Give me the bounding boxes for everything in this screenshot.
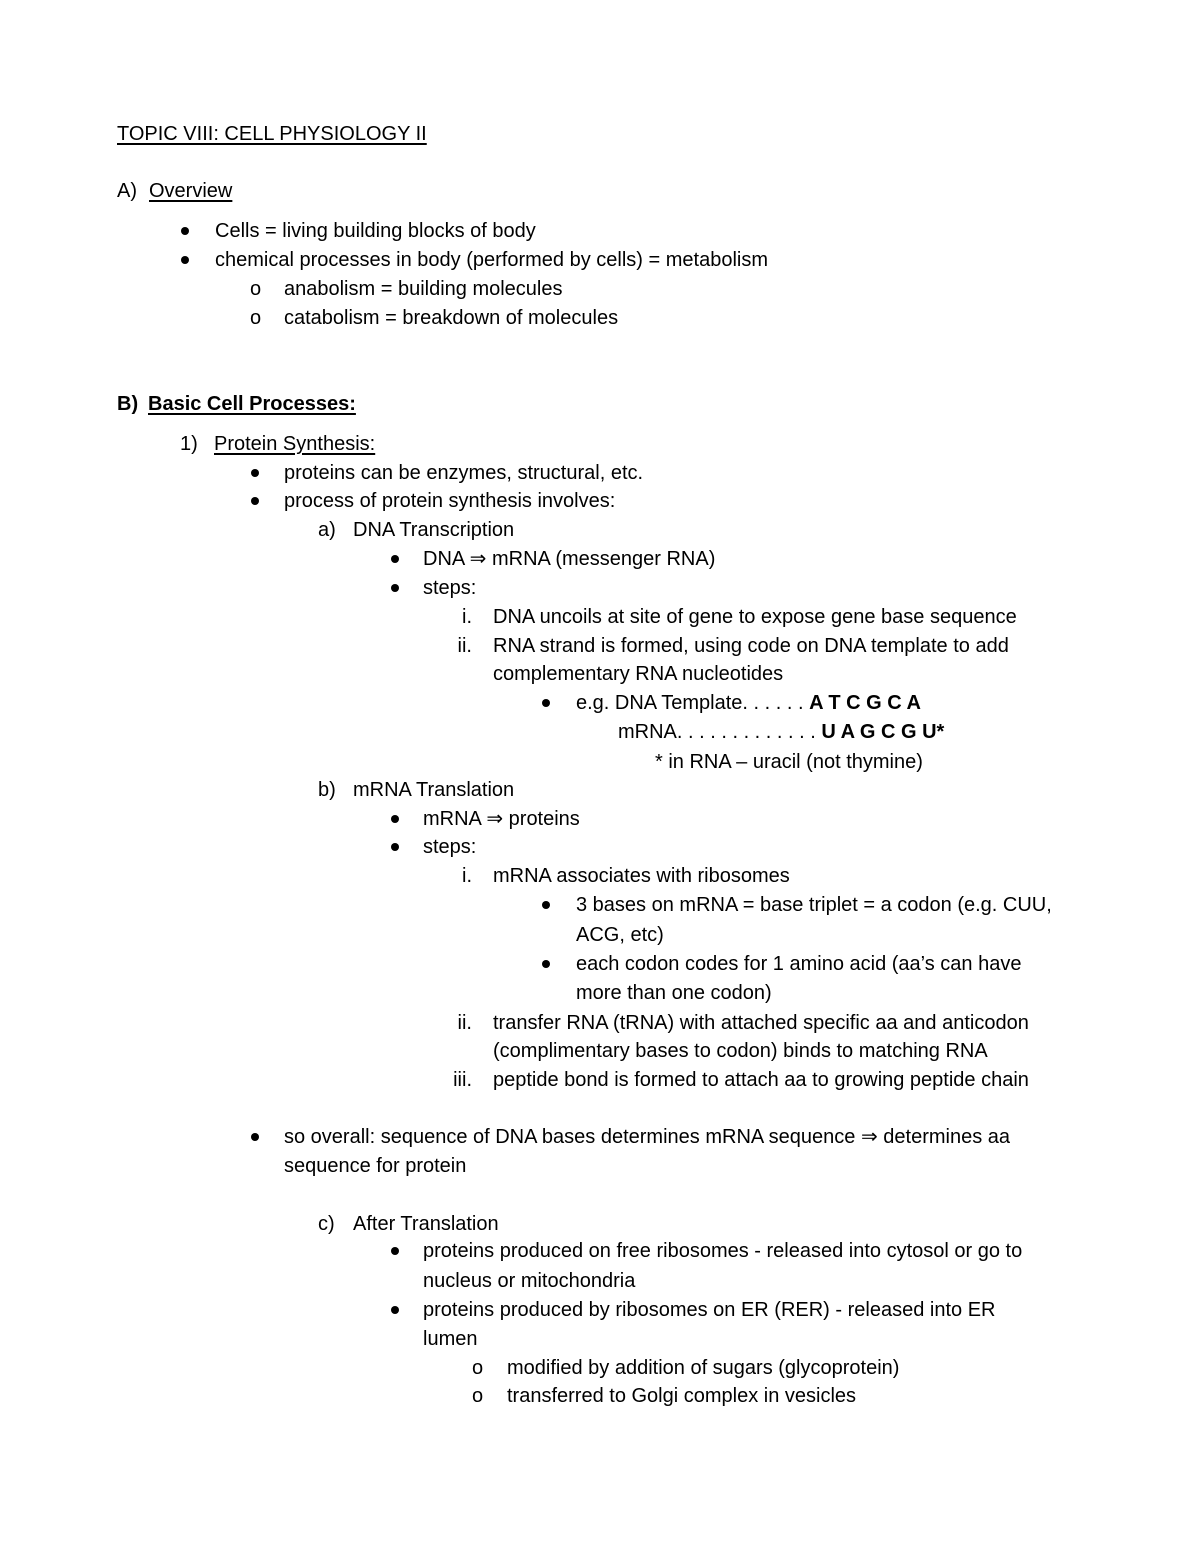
item-c-marker: c) (318, 1213, 335, 1235)
item-c-heading: After Translation (353, 1213, 499, 1235)
overview-sub-2: catabolism = breakdown of molecules (284, 307, 619, 329)
circle-bullet-icon: o (250, 307, 262, 329)
section-b-marker: B) (117, 393, 139, 415)
codon-bullet-2-line-1: each codon codes for 1 amino acid (aa’s can have (576, 953, 1022, 975)
example-dna-label: e.g. DNA Template. . . . . . (576, 692, 804, 714)
bullet-icon (391, 843, 399, 851)
transcription-bullet-1: DNA ⇒ mRNA (messenger RNA) (423, 548, 716, 570)
bullet-icon (391, 555, 399, 563)
codon-bullet-1-line-2: ACG, etc) (576, 924, 664, 946)
translation-step-ii-line-1: transfer RNA (tRNA) with attached specific aa and anticodon (493, 1012, 1029, 1034)
item-b-marker: b) (318, 779, 336, 801)
circle-bullet-icon: o (250, 278, 262, 300)
example-mrna-sequence: U A G C G U* (821, 721, 945, 743)
example-note: * in RNA – uracil (not thymine) (655, 751, 923, 773)
codon-bullet-2-line-2: more than one codon) (576, 982, 772, 1004)
transcription-step-ii-line-1: RNA strand is formed, using code on DNA template to add (493, 635, 1009, 657)
step-i-marker: i. (462, 865, 472, 887)
section-a-marker: A) (117, 180, 137, 202)
translation-bullet-2: steps: (423, 836, 477, 858)
transcription-step-ii-line-2: complementary RNA nucleotides (493, 663, 784, 685)
page-title: TOPIC VIII: CELL PHYSIOLOGY II (117, 123, 427, 145)
translation-step-iii: peptide bond is formed to attach aa to growing peptide chain (493, 1069, 1029, 1091)
translation-step-i: mRNA associates with ribosomes (493, 865, 790, 887)
transcription-step-i: DNA uncoils at site of gene to expose gene base sequence (493, 606, 1017, 628)
overall-line-1: so overall: sequence of DNA bases determines mRNA sequence ⇒ determines aa (284, 1126, 1011, 1148)
bullet-icon (251, 1133, 259, 1141)
section-b-heading: Basic Cell Processes: (148, 393, 356, 415)
item-a-heading: DNA Transcription (353, 519, 515, 541)
bullet-icon (542, 960, 550, 968)
after-bullet-2-line-1: proteins produced by ribosomes on ER (RER) - released into ER (423, 1299, 996, 1321)
step-iii-marker: iii. (453, 1069, 472, 1091)
example-mrna-line (618, 719, 944, 745)
bullet-icon (251, 497, 259, 505)
bullet-icon (181, 256, 189, 264)
overall-line-2: sequence for protein (284, 1155, 467, 1177)
after-bullet-1-line-1: proteins produced on free ribosomes - released into cytosol or go to (423, 1240, 1023, 1262)
overview-bullet-1: Cells = living building blocks of body (215, 220, 536, 242)
bullet-icon (391, 815, 399, 823)
translation-bullet-1: mRNA ⇒ proteins (423, 808, 580, 830)
codon-bullet-1-line-1: 3 bases on mRNA = base triplet = a codon (e.g. CUU, (576, 894, 1052, 916)
after-sub-1: modified by addition of sugars (glycoprotein) (507, 1357, 900, 1379)
bullet-icon (181, 227, 189, 235)
transcription-bullet-2: steps: (423, 577, 477, 599)
example-dna-sequence: A T C G C A (809, 692, 921, 714)
bullet-icon (391, 1306, 399, 1314)
protein-bullet-1: proteins can be enzymes, structural, etc. (284, 462, 644, 484)
example-dna-line (576, 690, 921, 716)
step-i-marker: i. (462, 606, 472, 628)
protein-bullet-2: process of protein synthesis involves: (284, 490, 616, 512)
bullet-icon (542, 901, 550, 909)
subsection-1-heading: Protein Synthesis: (214, 433, 376, 455)
bullet-icon (391, 584, 399, 592)
item-b-heading: mRNA Translation (353, 779, 515, 801)
translation-step-ii-line-2: (complimentary bases to codon) binds to matching RNA (493, 1040, 988, 1062)
bullet-icon (542, 699, 550, 707)
item-a-marker: a) (318, 519, 336, 541)
overview-sub-1: anabolism = building molecules (284, 278, 563, 300)
after-bullet-1-line-2: nucleus or mitochondria (423, 1270, 636, 1292)
subsection-1-marker: 1) (180, 433, 198, 455)
after-sub-2: transferred to Golgi complex in vesicles (507, 1385, 857, 1407)
bullet-icon (251, 469, 259, 477)
example-mrna-label: mRNA. . . . . . . . . . . . . (618, 721, 816, 743)
after-bullet-2-line-2: lumen (423, 1328, 478, 1350)
section-a-heading: Overview (149, 180, 233, 202)
overview-bullet-2: chemical processes in body (performed by cells) = metabolism (215, 249, 768, 271)
circle-bullet-icon: o (472, 1385, 484, 1407)
bullet-icon (391, 1247, 399, 1255)
circle-bullet-icon: o (472, 1357, 484, 1379)
step-ii-marker: ii. (457, 635, 472, 657)
step-ii-marker: ii. (457, 1012, 472, 1034)
